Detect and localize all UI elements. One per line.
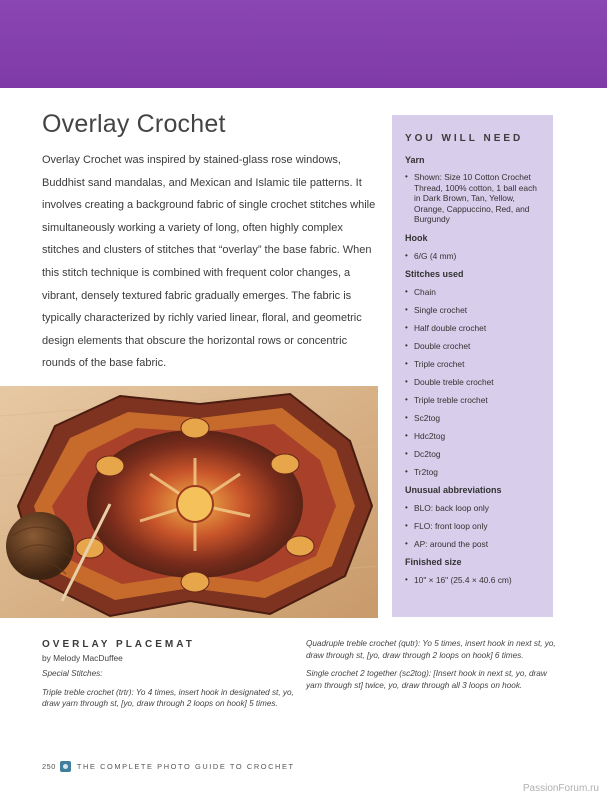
- list-item: • Tr2tog: [405, 463, 543, 481]
- finished-size-list: [405, 571, 543, 589]
- pattern-author: by Melody MacDuffee: [42, 653, 123, 663]
- section-heading-finished-size: Finished size: [405, 556, 462, 567]
- stitch-qutr: Quadruple treble crochet (qutr): Yo 5 times, insert hook in next st, yo, draw through st, [yo, draw through 2 loops on hook] 6 times.: [306, 639, 556, 660]
- pattern-column-right: [306, 638, 564, 698]
- list-item: • Chain: [405, 283, 543, 301]
- list-item: • Double crochet: [405, 337, 543, 355]
- list-item: • FLO: front loop only: [405, 517, 543, 535]
- list-item: • 6/G (4 mm): [405, 247, 543, 265]
- pattern-title: OVERLAY PLACEMAT: [42, 639, 195, 650]
- yarn-list: [405, 169, 543, 229]
- list-item: • AP: around the post: [405, 535, 543, 553]
- watermark: PassionForum.ru: [522, 783, 599, 794]
- list-item: • Single crochet: [405, 301, 543, 319]
- list-item: • BLO: back loop only: [405, 499, 543, 517]
- list-item: • Sc2tog: [405, 409, 543, 427]
- section-heading-stitches: Stitches used: [405, 268, 464, 279]
- sidebar-title: YOU WILL NEED: [405, 133, 524, 144]
- list-item: • Shown: Size 10 Cotton Crochet Thread, 100% cotton, 1 ball each in Dark Brown, Tan, Yellow, Orange, Cappuccino, Red, and Burgundy: [405, 169, 543, 229]
- stitch-trtr: Triple treble crochet (trtr): Yo 4 times, insert hook in designated st, yo, draw yarn through st, [yo, draw through 2 loops on hook] 5 times.: [42, 687, 294, 708]
- you-will-need-sidebar: [392, 115, 553, 617]
- list-item: • 10" × 16" (25.4 × 40.6 cm): [405, 571, 543, 589]
- stitches-list: [405, 283, 543, 481]
- abbreviations-list: [405, 499, 543, 553]
- page-footer: [42, 760, 295, 772]
- section-heading-hook: Hook: [405, 232, 428, 243]
- list-item: • Double treble crochet: [405, 373, 543, 391]
- hook-list: [405, 247, 543, 265]
- page-title: Overlay Crochet: [42, 110, 226, 138]
- crochet-placemat-photo: [0, 386, 378, 618]
- book-title: THE COMPLETE PHOTO GUIDE TO CROCHET: [76, 761, 295, 771]
- placemat-illustration: [0, 386, 378, 618]
- stitch-sc2tog: Single crochet 2 together (sc2tog): [Insert hook in next st, yo, draw yarn through st] twice, yo, draw through all 3 loops on hook.: [306, 669, 547, 690]
- list-item: • Half double crochet: [405, 319, 543, 337]
- intro-paragraph: Overlay Crochet was inspired by stained-glass rose windows, Buddhist sand mandalas, and Mexican and Islamic tile patterns. It involves creating a background fabric of single crochet stitches while simultaneously working a variety of long, often highly complex stitches and clusters of stitches that “overlay” the base fabric. When this stitch technique is combined with frequent color changes, a vibrant, densely textured fabric gradually emerges. The fabric is typically characterized by richly varied linear, floral, and geometric design elements that obscure the horizontal rows or concentric rounds of the base fabric.: [42, 154, 376, 370]
- list-item: • Dc2tog: [405, 445, 543, 463]
- list-item: • Hdc2tog: [405, 427, 543, 445]
- list-item: • Triple treble crochet: [405, 391, 543, 409]
- list-item: • Triple crochet: [405, 355, 543, 373]
- pattern-column-left: [42, 668, 297, 717]
- page-number: 250: [42, 761, 56, 771]
- section-heading-abbreviations: Unusual abbreviations: [405, 484, 502, 495]
- header-band: [0, 0, 607, 88]
- special-stitches-label: Special Stitches:: [42, 669, 103, 678]
- book-logo-icon: [60, 761, 71, 772]
- section-heading-yarn: Yarn: [405, 155, 425, 165]
